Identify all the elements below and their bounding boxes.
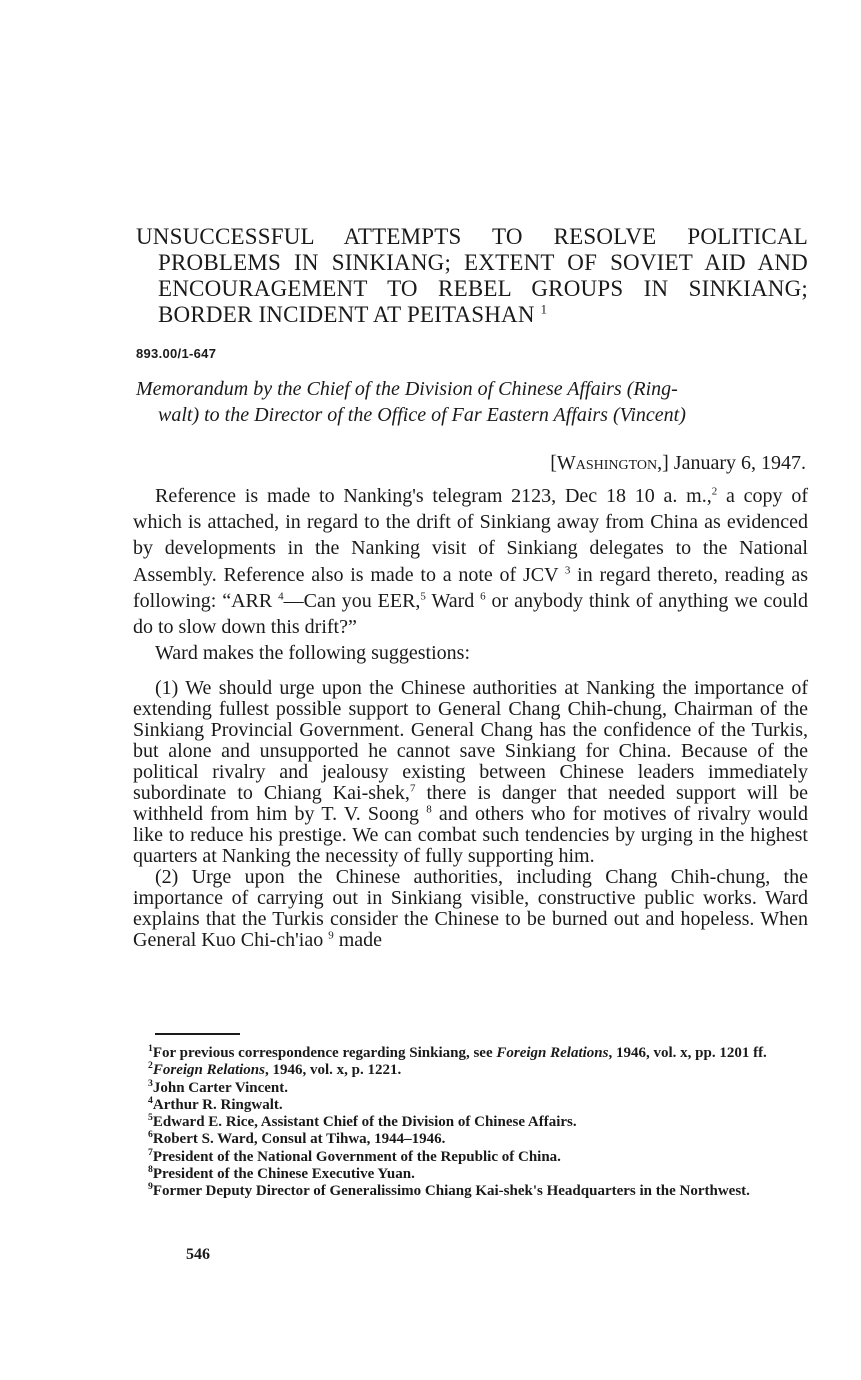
footnote-italic: Foreign Relations [496,1045,609,1061]
text-run: (2) Urge upon the Chinese authorities, including Chang Chih-chung, the importance of carrying out in Sinkiang visible, constructive public works. Ward explains that the Turkis consider the Chinese to be burned out and hopeless. When General Kuo Chi-ch'iao [133,866,808,952]
footnote-text: For previous correspondence regarding Sinkiang, see [152,1045,497,1061]
dateline-date: January 6, 1947. [673,452,806,474]
footnote-ref-2: 2 [711,485,718,498]
footnote-text: , 1946, vol. x, p. 1221. [264,1062,402,1079]
heading-line-2: PROBLEMS IN SINKIANG; EXTENT OF SOVIET AID AND [158,250,808,275]
footnote-mark: 3 [148,1077,153,1089]
text-run: (1) We should urge upon the Chinese authorities at Nanking the importance of extending fullest possible support to General Chang Chih-chung, Chairman of the Sinkiang Provincial Government. General Chang has the confidence of the Turkis, but alone and unsupported he cannot save Sinkiang for China. Because of the political rivalry and jealousy existing between Chinese leaders immediately subordinate to Chiang Kai-shek, [133,677,808,805]
footnote-ref-3: 3 [564,563,571,576]
heading-line-3: ENCOURAGEMENT TO REBEL GROUPS IN SINKIANG; [158,276,808,301]
footnote-text: , 1946, vol. x, pp. 1201 ff. [608,1045,767,1061]
footnote-mark: 1 [148,1043,153,1054]
memo-body [133,483,808,951]
footnote-ref-5: 5 [420,590,426,603]
footnote-5 [131,1114,808,1131]
footnote-mark: 2 [148,1060,153,1072]
heading-line-4 [136,302,808,328]
footnote-divider [155,1033,240,1035]
footnote-ref-9: 9 [328,929,334,942]
footnote-text: President of the Chinese Executive Yuan. [152,1166,415,1183]
footnote-text: John Carter Vincent. [152,1079,289,1096]
footnote-ref-8: 8 [426,803,432,816]
dateline-place: [Washington,] [550,452,669,474]
footnote-2 [131,1062,808,1079]
footnote-9 [131,1183,808,1200]
footnote-ref-6: 6 [480,590,486,603]
footnote-6 [131,1131,808,1148]
footnote-italic: Foreign Relations [152,1062,265,1079]
footnote-1 [131,1045,808,1062]
footnote-text: President of the National Government of the Republic of China. [152,1148,561,1165]
text-run: made [333,929,383,952]
paragraph-reference [133,483,808,640]
heading-footnote-mark: 1 [540,302,548,317]
footnote-7 [131,1146,808,1166]
text-run: Ward [425,589,481,612]
dateline [550,452,806,475]
heading-line-4-text: BORDER INCIDENT AT PEITASHAN [158,302,535,327]
footnote-mark: 4 [148,1094,153,1106]
text-run: there is danger that needed support will be withheld from him by T. V. Soong [133,782,809,826]
paragraph-suggestion-1 [133,678,808,867]
footnote-4 [131,1094,808,1114]
page-number: 546 [186,1246,210,1263]
footnote-ref-7: 7 [409,782,416,795]
footnotes [131,1045,808,1201]
footnote-mark: 9 [148,1181,153,1193]
text-run: in regard thereto, reading as following: “ARR [133,563,808,612]
text-run: or anybody think of anything we could do to slow down this drift?” [133,589,808,639]
text-run: and others who for motives of rivalry would like to reduce his prestige. We can combat such tendencies by urging in the highest quarters at Nanking the necessity of fully supporting him. [133,803,808,868]
paragraph-suggestion-2 [133,867,808,951]
footnote-text: Former Deputy Director of Generalissimo Chiang Kai-shek's Headquarters in the Northwest. [152,1183,750,1200]
footnote-mark: 6 [148,1129,153,1141]
text-run: a copy of which is attached, in regard to the drift of Sinkiang away from China as evidenced by developments in the Nanking visit of Sinkiang delegates to the National Assembly. Reference also is made to a note of JCV [133,485,808,586]
paragraph-suggestions-intro: Ward makes the following suggestions: [155,642,471,665]
file-number: 893.00/1-647 [136,346,217,361]
section-heading [136,224,808,328]
memo-title-line-2: walt) to the Director of the Office of Far Eastern Affairs (Vincent) [158,404,686,426]
heading-line-1: UNSUCCESSFUL ATTEMPTS TO RESOLVE POLITICAL [136,224,808,249]
footnote-mark: 7 [148,1146,153,1158]
footnote-text: Robert S. Ward, Consul at Tihwa, 1944–1946. [152,1131,446,1148]
text-run: —Can you EER, [283,589,421,612]
footnote-text: Arthur R. Ringwalt. [152,1096,283,1113]
memo-title [136,376,808,428]
footnote-3 [131,1077,808,1097]
footnote-text: Edward E. Rice, Assistant Chief of the Division of Chinese Affairs. [152,1114,577,1131]
footnote-ref-4: 4 [278,590,284,603]
footnote-mark: 8 [148,1164,153,1176]
footnote-mark: 5 [148,1112,153,1124]
text-run: Reference is made to Nanking's telegram 2123, Dec 18 10 a. m., [155,485,712,507]
memo-title-line-1: Memorandum by the Chief of the Division of Chinese Affairs (Ring- [136,378,678,400]
footnote-8 [131,1166,808,1183]
